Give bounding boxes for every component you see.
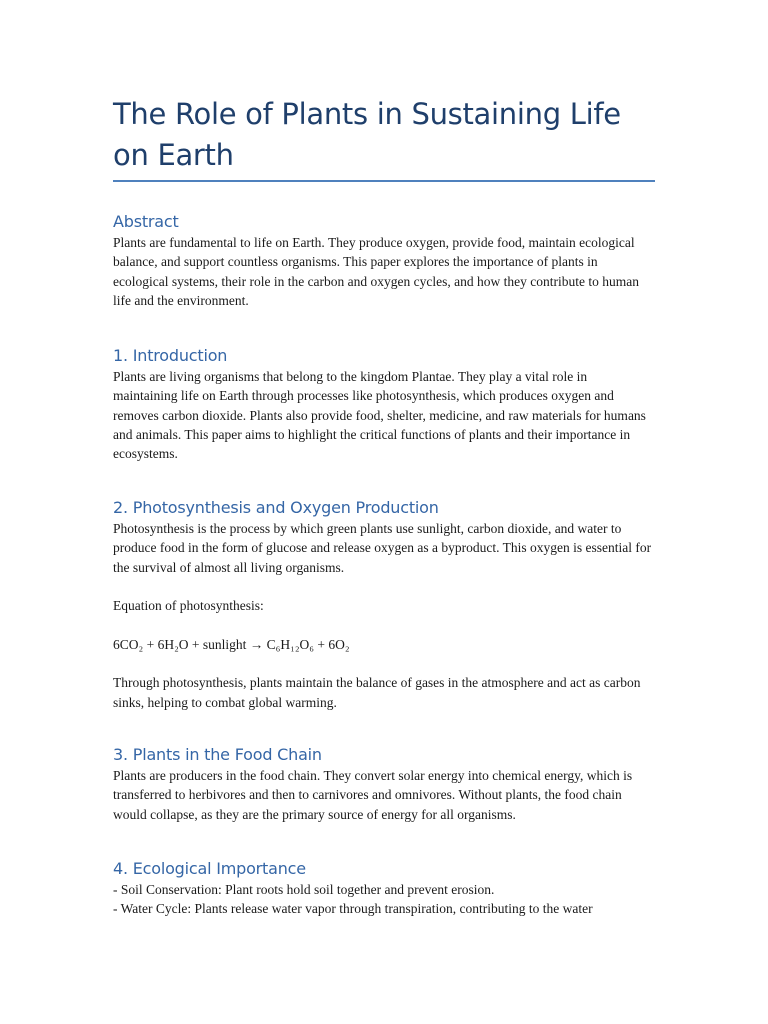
introduction-paragraph: Plants are living organisms that belong to the kingdom Plantae. They play a vital role in maintaining life on Earth through processes like photosynthesis, which produces oxygen and removes carbon dioxide. Plants also provide food, shelter, medicine, and raw materials for humans and animals. This paper aims to highlight the critical functions of plants and their importance in ecosystems. <box>113 369 646 462</box>
abstract-paragraph: Plants are fundamental to life on Earth. They produce oxygen, provide food, maintain ecological balance, and support countless organisms. This paper explores the importance of plants in ecological systems, their role in the carbon and oxygen cycles, and how they contribute to human life and the environment. <box>113 235 639 308</box>
food-chain-paragraph: Plants are producers in the food chain. They convert solar energy into chemical energy, which is transferred to herbivores and then to carnivores and omnivores. Without plants, the food chain would collapse, as they are the primary source of energy for all organisms. <box>113 768 633 822</box>
section-heading-introduction: 1. Introduction <box>113 346 228 365</box>
section-ecological-importance <box>113 858 655 919</box>
list-item: - Water Cycle: Plants release water vapor through transpiration, contributing to the water <box>113 901 593 917</box>
section-photosynthesis <box>113 497 655 712</box>
title-divider <box>113 180 655 182</box>
equation-label: Equation of photosynthesis: <box>113 598 264 614</box>
photosynthesis-paragraph: Photosynthesis is the process by which green plants use sunlight, carbon dioxide, and water to produce food in the form of glucose and release oxygen as a byproduct. This oxygen is essential for the survival of almost all living organisms. <box>113 521 652 575</box>
section-food-chain <box>113 744 655 824</box>
photosynthesis-conclusion: Through photosynthesis, plants maintain the balance of gases in the atmosphere and act as carbon sinks, helping to combat global warming. <box>113 675 641 710</box>
photosynthesis-equation: 6CO₂ + 6H₂O + sunlight → C₆H₁₂O₆ + 6O₂ <box>113 636 350 652</box>
section-heading-ecological: 4. Ecological Importance <box>113 859 306 878</box>
section-abstract <box>113 211 655 310</box>
list-item: - Soil Conservation: Plant roots hold soil together and prevent erosion. <box>113 882 495 897</box>
section-heading-food-chain: 3. Plants in the Food Chain <box>113 745 322 764</box>
document-title: The Role of Plants in Sustaining Life on Earth <box>113 97 621 172</box>
section-introduction <box>113 345 655 463</box>
section-heading-photosynthesis: 2. Photosynthesis and Oxygen Production <box>113 498 439 517</box>
section-heading-abstract: Abstract <box>113 212 179 231</box>
